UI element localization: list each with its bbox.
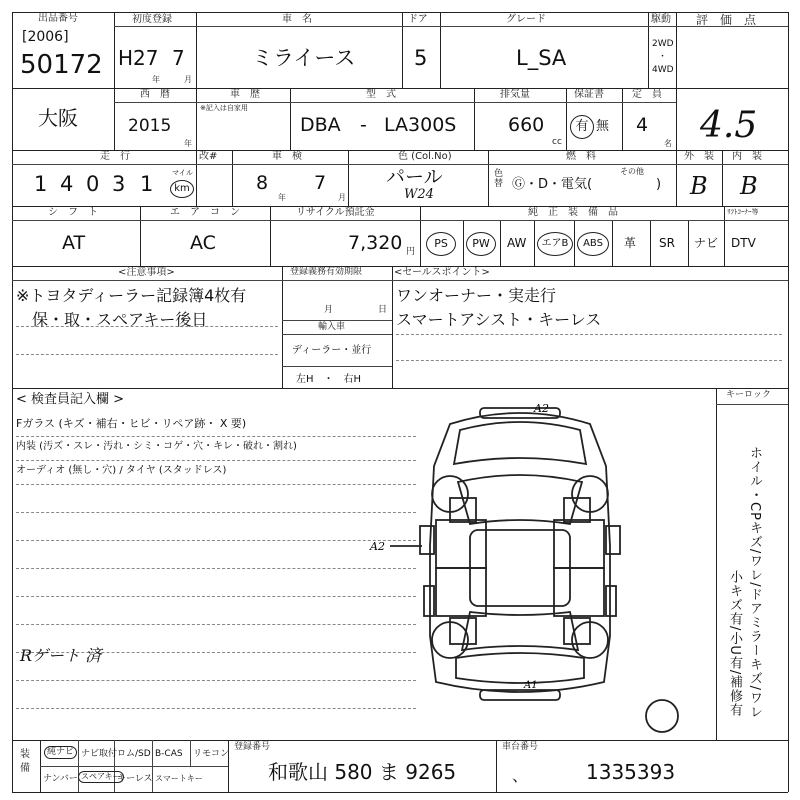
grid-line [722,150,723,206]
legend-right: 小キズ有/小U有/補修有 [727,570,742,718]
grid-line [152,740,153,792]
equip-sunroof: SR [659,236,675,250]
color-value: パール [386,166,443,188]
grid-line [496,740,497,792]
import-hand: 左H ・ 右H [296,374,362,385]
grid-line [402,12,403,88]
acc-rom-sd: ロム/SD [117,749,151,759]
grid-line [12,164,788,165]
model-year: 2015 [128,116,172,136]
exterior-label: 外 装 [684,151,714,162]
grid-line [78,740,79,792]
color-label: 色 (Col.No) [398,151,452,162]
grid-line [40,766,228,767]
first-reg-month: 7 [172,46,185,70]
type-code: LA300S [384,114,457,136]
model-name: ミライース [252,46,356,70]
score-label: 評 価 点 [696,13,757,27]
shift-label: シ フ ト [48,207,98,218]
registration-number: 和歌山 580 ま 9265 [268,760,457,784]
first-reg-label: 初度登録 [132,14,172,25]
door-count: 5 [414,46,428,70]
grade-value: L_SA [516,46,567,70]
car-rear-glass [462,612,578,650]
grid-line [440,12,441,88]
drive-label: 駆動 [651,14,671,25]
grid-line [574,220,575,266]
equip-airbag: エアB [537,232,573,256]
replacement-label: 改# [199,151,218,162]
sales-line: スマートアシスト・キーレス [396,310,602,329]
exterior-grade: B [690,172,708,200]
capacity-unit: 名 [664,139,672,148]
drive-4wd: 4WD [652,65,674,75]
grid-line [282,320,392,321]
type-label: 型 式 [366,89,396,100]
grid-line [788,12,789,792]
equip-navi: ナビ [694,236,719,250]
grid-line [16,596,416,597]
grid-line [12,88,788,89]
grid-line [12,12,13,792]
type-prefix: DBA [300,114,341,136]
caution-label: <注意事項> [118,267,175,278]
sales-line: ワンオーナー・実走行 [396,286,557,305]
first-reg-tsuki: 月 [184,75,192,84]
legend-left: ホイル・CPキズ/ワレ/ドアミラーキズ/ワレ [747,446,762,720]
history-note: ※記入は自家用 [200,104,248,112]
mileage-label: 走 行 [100,151,130,162]
grid-line [270,206,271,266]
grid-line [392,266,393,388]
interior-label: 内 装 [732,151,762,162]
score-value: 4.5 [700,105,758,146]
warranty-no: 無 [596,119,610,134]
grid-line [12,792,788,793]
car-mirror-left [420,526,434,554]
inspection-label: 車 検 [272,151,302,162]
registration-label: 登録番号 [234,742,271,752]
acc-navi-install: ナビ取付 [81,749,118,759]
grid-line [500,220,501,266]
displacement-value: 660 [508,114,545,136]
grid-line [676,150,677,206]
equipment-extra-label: ﾘﾌﾄｺｰﾅｰ等 [727,208,759,216]
shift-value: AT [62,232,86,254]
color-change-label: 色替 [494,169,504,189]
car-mirror-right [606,526,620,554]
grid-line [16,680,416,681]
grid-line [16,708,416,709]
chassis-dot: 、 [512,766,529,785]
grid-line [16,436,416,437]
acc-genuine-navi: 純ナビ [44,746,77,759]
ac-label: エ ア コ ン [170,207,240,218]
grid-line [196,12,197,88]
grid-line [228,740,229,792]
door-label: ドア [408,14,428,25]
car-diagram [360,396,680,736]
equip-aw: AW [507,236,527,250]
grid-line [114,26,788,27]
color-code: W24 [404,187,434,202]
grid-line [16,540,416,541]
year-label: 西 暦 [140,89,170,100]
grid-line [282,266,283,388]
reg-limit-month: 月 [324,305,334,315]
displacement-unit: cc [552,137,562,147]
inspection-tsuki: 月 [338,193,346,202]
recycle-label: リサイクル預託金 [296,207,375,218]
grid-line [676,88,677,150]
grid-line [12,12,788,13]
equip-leather: 革 [624,236,637,250]
first-reg-era: H27 [118,46,159,70]
grid-line [716,404,788,405]
grid-line [534,220,535,266]
car-sill-right [606,586,616,616]
chassis-number: 1335393 [586,760,676,784]
car-door-right-rear [554,568,604,616]
grid-line [488,150,489,206]
lot-number: 50172 [20,50,103,80]
grid-line [196,88,197,150]
recycle-unit: 円 [406,247,416,257]
drive-2wd: 2WD [652,39,674,49]
grid-line [16,568,416,569]
caution-line: ※トヨタディーラー記録簿4枚有 [16,286,247,305]
mileage-digit: 0 [86,172,100,196]
grid-line [612,220,613,266]
history-label: 車 歴 [230,89,260,100]
grid-line [12,280,788,281]
car-door-left-rear [436,568,486,616]
grid-line [196,150,197,206]
grid-line [622,88,623,150]
car-door-left-front [436,520,486,568]
inspector-line: Fガラス (キズ・補右・ヒビ・リペア跡・ X 要) [16,417,247,430]
grid-line [12,740,788,741]
grid-line [282,366,392,367]
grid-line [16,484,416,485]
acc-number: ナンバー [43,774,78,784]
grid-line [16,354,278,355]
grid-line [12,206,788,207]
recycle-value: 7,320 [348,232,403,254]
acc-spare-key: スペアキー [78,771,124,783]
inspection-year: 8 [256,172,269,194]
handwritten-note: Rゲート 済 [20,646,102,665]
inspection-month: 7 [314,172,327,194]
inspector-line: オーディオ (無し・穴) / タイヤ (スタッドレス) [16,465,227,476]
damage-mark: A1 [524,680,538,691]
grid-line [282,334,392,335]
type-dash: - [360,114,367,136]
drive-dot: ・ [658,52,668,62]
year-nen: 年 [184,139,192,148]
spare-wheel [646,700,678,732]
grid-line [396,334,782,335]
grade-label: グレード [506,14,546,25]
grid-line [688,220,689,266]
reg-limit-label: 登録義務有効期限 [290,267,363,277]
car-sill-left [424,586,434,616]
grid-line [396,360,782,361]
grid-line [232,150,233,206]
grid-line [290,88,291,150]
grid-line [16,624,416,625]
ac-value: AC [190,232,216,254]
grid-line [566,88,567,150]
grid-line [474,88,475,150]
grid-line [348,150,349,206]
fuel-label: 燃 料 [566,151,596,162]
fuel-close: ) [656,177,662,192]
acc-smart-key: スマートキー [155,774,203,783]
damage-mark: A2 [534,402,549,415]
fuel-options: Ⓖ・D・電気( [512,177,593,192]
caution-line: 保・取・スペアキー後日 [16,310,208,329]
grid-line [12,220,788,221]
car-door-right-front [554,520,604,568]
acc-remote: リモコン [193,749,230,759]
equip-ps: PS [426,232,456,256]
grid-line [463,220,464,266]
grid-line [114,88,115,150]
grid-line [114,740,115,792]
car-body-outline [430,413,610,692]
grid-line [420,206,421,266]
acc-bcas: B-CAS [155,749,183,759]
mileage-digit: 3 [112,172,126,196]
mileage-digit: 1 [34,172,48,196]
grid-line [190,740,191,766]
keylock-label: キーロック [726,390,771,400]
first-reg-nen: 年 [152,75,160,84]
equip-abs: ABS [577,232,609,256]
inspection-nen: 年 [278,193,286,202]
grid-line [16,512,416,513]
mileage-digit: 4 [60,172,74,196]
import-label: 輸入車 [318,322,346,332]
equip-dtv: DTV [731,236,756,250]
inspector-title: < 検査員記入欄 > [16,392,125,407]
grid-line [114,12,115,88]
grid-line [716,388,717,740]
mileage-digit: 1 [140,172,154,196]
grid-line [140,206,141,266]
reg-limit-day: 日 [378,305,388,315]
chassis-label: 車台番号 [502,742,539,752]
grid-line [16,460,416,461]
model-label: 車 名 [282,14,312,25]
warranty-yes: 有 [570,115,594,139]
car-rear-hatch [456,653,584,683]
equip-pw: PW [466,232,496,256]
displacement-label: 排気量 [500,89,530,100]
import-dealer: ディーラー・並行 [292,345,372,356]
capacity-label: 定 員 [632,89,662,100]
car-hood [454,422,586,464]
capacity-value: 4 [636,114,649,136]
lot-label: 出品番号 [38,13,78,24]
acc-keyless: キーレス [117,774,153,784]
grid-line [12,388,788,389]
location: 大阪 [38,106,78,130]
damage-mark: A2 [370,540,385,553]
mileage-unit-mile: マイル [172,169,193,177]
lot-year: [2006] [22,29,69,45]
sales-label: <セールスポイント> [394,267,490,278]
mileage-unit-km: km [170,180,194,198]
equipment-label: 純 正 装 備 品 [528,207,618,218]
fuel-other: その他 [620,167,644,176]
warranty-label: 保証書 [574,89,604,100]
grid-line [676,12,677,88]
accessory-label: 装備 [20,749,30,774]
interior-grade: B [740,172,758,200]
grid-line [650,220,651,266]
grid-line [648,12,649,88]
grid-line [114,102,676,103]
inspector-line: 内装 (汚ズ・スレ・汚れ・シミ・コゲ・穴・キレ・破れ・割れ) [16,441,297,452]
grid-line [724,206,725,266]
